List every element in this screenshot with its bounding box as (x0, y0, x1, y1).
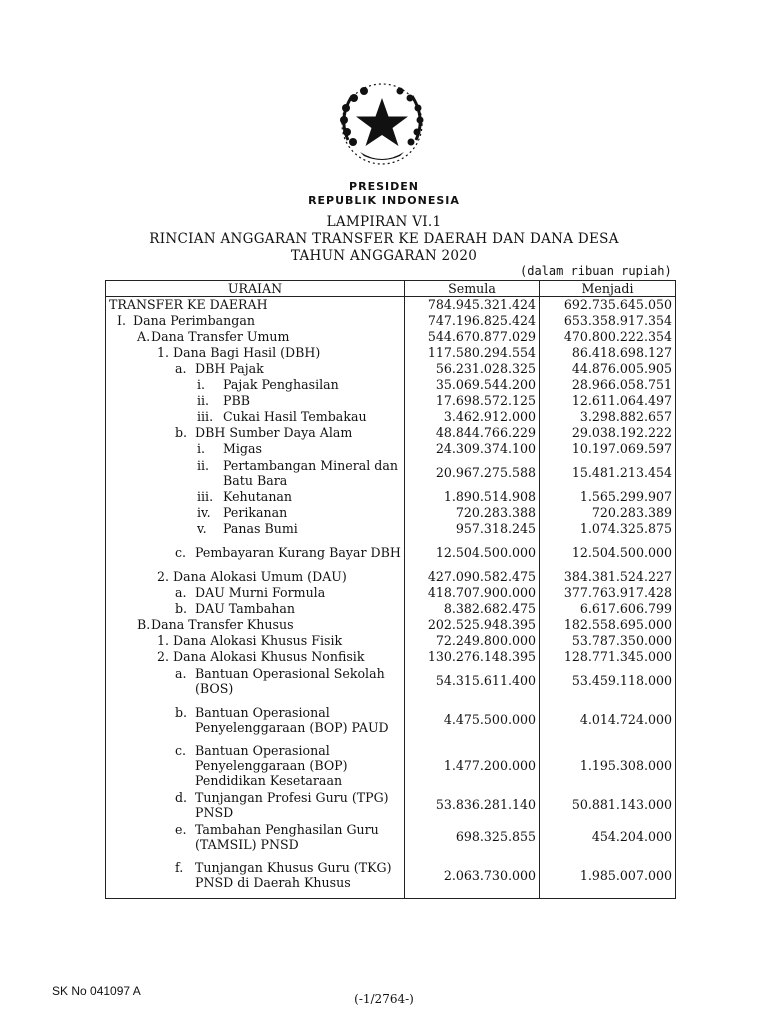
menjadi-value: 470.800.222.354 (540, 329, 676, 345)
row-marker: c. (175, 743, 187, 758)
fiscal-year: TAHUN ANGGARAN 2020 (290, 248, 478, 264)
row-marker: iv. (197, 505, 211, 520)
row-label-cell (106, 505, 405, 521)
unit-note: (dalam ribuan rupiah) (520, 264, 672, 278)
row-marker: b. (175, 425, 188, 440)
menjadi-value: 12.611.064.497 (540, 393, 676, 409)
menjadi-value: 377.763.917.428 (540, 585, 676, 601)
menjadi-value: 182.558.695.000 (540, 617, 676, 633)
row-label: TRANSFER KE DAERAH (109, 297, 268, 313)
semula-value: 48.844.766.229 (405, 425, 540, 441)
semula-value: 698.325.855 (405, 821, 540, 853)
table-row (106, 329, 676, 345)
row-label: Perikanan (223, 505, 288, 520)
menjadi-value: 1.565.299.907 (540, 489, 676, 505)
menjadi-value: 53.787.350.000 (540, 633, 676, 649)
semula-value: 4.475.500.000 (405, 697, 540, 743)
semula-value: 202.525.948.395 (405, 617, 540, 633)
row-label-cell (106, 649, 405, 665)
row-label: Kehutanan (223, 489, 293, 504)
row-label-cell (106, 853, 405, 899)
semula-value: 17.698.572.125 (405, 393, 540, 409)
row-label-cell (106, 425, 405, 441)
menjadi-value: 653.358.917.354 (540, 313, 676, 329)
menjadi-value: 10.197.069.597 (540, 441, 676, 457)
semula-value: 3.462.912.000 (405, 409, 540, 425)
semula-value: 130.276.148.395 (405, 649, 540, 665)
row-label: Cukai Hasil Tembakau (223, 409, 367, 424)
semula-value: 2.063.730.000 (405, 853, 540, 899)
menjadi-value: 692.735.645.050 (540, 297, 676, 313)
row-marker: 1. (157, 345, 170, 360)
row-marker: a. (175, 665, 187, 681)
semula-value: 418.707.900.000 (405, 585, 540, 601)
semula-value: 747.196.825.424 (405, 313, 540, 329)
row-label-cell (106, 697, 405, 743)
menjadi-value: 44.876.005.905 (540, 361, 676, 377)
page-number: (-1/2764-) (354, 992, 414, 1006)
row-marker: ii. (197, 457, 210, 473)
letterhead-subtitle: REPUBLIK INDONESIA (308, 194, 460, 207)
row-label: Tambahan Penghasilan Guru (TAMSIL) PNSD (195, 821, 379, 852)
table-row (106, 697, 676, 743)
menjadi-value: 1.074.325.875 (540, 521, 676, 537)
row-label-cell (106, 441, 405, 457)
semula-value: 53.836.281.140 (405, 789, 540, 821)
row-label-cell (106, 457, 405, 489)
table-row (106, 633, 676, 649)
menjadi-value: 128.771.345.000 (540, 649, 676, 665)
semula-value: 8.382.682.475 (405, 601, 540, 617)
menjadi-value: 53.459.118.000 (540, 665, 676, 697)
menjadi-value: 6.617.606.799 (540, 601, 676, 617)
table-row (106, 521, 676, 537)
row-label: DBH Pajak (195, 361, 264, 376)
row-marker: A. (137, 329, 151, 344)
menjadi-value: 4.014.724.000 (540, 697, 676, 743)
row-marker: b. (175, 704, 188, 720)
semula-value: 1.890.514.908 (405, 489, 540, 505)
table-row (106, 537, 676, 569)
table-row (106, 393, 676, 409)
row-label-cell (106, 377, 405, 393)
table-row (106, 313, 676, 329)
row-marker: i. (197, 377, 206, 392)
row-label-cell (106, 601, 405, 617)
row-marker: a. (175, 361, 187, 376)
row-marker: iii. (197, 409, 214, 424)
table-row (106, 649, 676, 665)
row-label-cell (106, 569, 405, 585)
row-label-cell (106, 521, 405, 537)
semula-value: 957.318.245 (405, 521, 540, 537)
table-row (106, 297, 676, 313)
menjadi-value: 28.966.058.751 (540, 377, 676, 393)
semula-value: 784.945.321.424 (405, 297, 540, 313)
row-label-cell (106, 489, 405, 505)
row-label: Dana Perimbangan (133, 313, 255, 328)
row-marker: ii. (197, 393, 210, 408)
row-marker: 2. (157, 649, 170, 664)
table-row (106, 489, 676, 505)
garuda-emblem-icon (330, 78, 434, 170)
row-marker: c. (175, 545, 187, 560)
table-row (106, 425, 676, 441)
row-label-cell (106, 345, 405, 361)
table-row (106, 441, 676, 457)
row-label-cell (106, 743, 405, 789)
table-row (106, 377, 676, 393)
row-marker: I. (117, 313, 126, 328)
menjadi-value: 384.381.524.227 (540, 569, 676, 585)
table-row (106, 789, 676, 821)
row-marker: d. (175, 789, 188, 805)
menjadi-value: 1.985.007.000 (540, 853, 676, 899)
budget-table (105, 280, 676, 899)
row-label: Pajak Penghasilan (223, 377, 339, 392)
letterhead-title: PRESIDEN (349, 180, 419, 193)
row-label-cell (106, 361, 405, 377)
row-label: Pertambangan Mineral dan Batu Bara (223, 457, 398, 488)
table-row (106, 361, 676, 377)
row-label-cell (106, 617, 405, 633)
table-row (106, 617, 676, 633)
table-row (106, 345, 676, 361)
row-label: Panas Bumi (223, 521, 298, 536)
table-row (106, 457, 676, 489)
semula-value: 12.504.500.000 (405, 537, 540, 569)
menjadi-value: 15.481.213.454 (540, 457, 676, 489)
row-label: PBB (223, 393, 250, 408)
semula-value: 427.090.582.475 (405, 569, 540, 585)
semula-value: 20.967.275.588 (405, 457, 540, 489)
row-label: Dana Transfer Khusus (151, 617, 294, 632)
row-label-cell (106, 821, 405, 853)
attachment-number: LAMPIRAN VI.1 (326, 214, 442, 230)
table-row (106, 409, 676, 425)
menjadi-value: 1.195.308.000 (540, 743, 676, 789)
document-code: SK No 041097 A (52, 984, 141, 998)
row-label: DAU Tambahan (195, 601, 295, 616)
table-row (106, 743, 676, 789)
menjadi-value: 86.418.698.127 (540, 345, 676, 361)
row-label-cell (106, 585, 405, 601)
row-marker: v. (197, 521, 207, 536)
row-label: Dana Alokasi Khusus Nonfisik (173, 649, 365, 664)
row-label: DBH Sumber Daya Alam (195, 425, 353, 440)
semula-value: 35.069.544.200 (405, 377, 540, 393)
menjadi-value: 12.504.500.000 (540, 537, 676, 569)
table-row (106, 821, 676, 853)
semula-value: 720.283.388 (405, 505, 540, 521)
row-marker: 2. (157, 569, 170, 584)
row-marker: 1. (157, 633, 170, 648)
column-header-semula: Semula (405, 281, 540, 297)
row-marker: iii. (197, 489, 214, 504)
semula-value: 1.477.200.000 (405, 743, 540, 789)
table-row (106, 853, 676, 899)
row-marker: a. (175, 585, 187, 600)
table-row (106, 505, 676, 521)
row-label-cell (106, 329, 405, 345)
row-label-cell (106, 789, 405, 821)
row-label: Bantuan Operasional Sekolah (BOS) (195, 665, 385, 696)
row-label: Tunjangan Khusus Guru (TKG) PNSD di Daerah Khusus (195, 860, 392, 891)
semula-value: 117.580.294.554 (405, 345, 540, 361)
table-row (106, 569, 676, 585)
row-marker: B. (137, 617, 151, 632)
row-label-cell (106, 665, 405, 697)
semula-value: 544.670.877.029 (405, 329, 540, 345)
row-label-cell (106, 297, 405, 313)
row-label: Tunjangan Profesi Guru (TPG) PNSD (195, 789, 389, 820)
table-row (106, 601, 676, 617)
table-header-row (106, 281, 676, 297)
row-label: DAU Murni Formula (195, 585, 326, 600)
row-label: Dana Alokasi Umum (DAU) (173, 569, 347, 584)
menjadi-value: 720.283.389 (540, 505, 676, 521)
row-label: Dana Bagi Hasil (DBH) (173, 345, 321, 360)
row-label-cell (106, 393, 405, 409)
row-label: Dana Transfer Umum (151, 329, 290, 344)
document-title: RINCIAN ANGGARAN TRANSFER KE DAERAH DAN DANA DESA (149, 231, 619, 247)
menjadi-value: 3.298.882.657 (540, 409, 676, 425)
row-marker: i. (197, 441, 206, 456)
row-label: Bantuan Operasional Penyelenggaraan (BOP) Pendidikan Kesetaraan (195, 743, 348, 788)
row-marker: e. (175, 821, 187, 837)
row-label-cell (106, 537, 405, 569)
menjadi-value: 454.204.000 (540, 821, 676, 853)
semula-value: 24.309.374.100 (405, 441, 540, 457)
row-label-cell (106, 409, 405, 425)
row-label: Migas (223, 441, 262, 456)
row-marker: f. (175, 860, 184, 876)
column-header-menjadi: Menjadi (540, 281, 676, 297)
semula-value: 54.315.611.400 (405, 665, 540, 697)
menjadi-value: 50.881.143.000 (540, 789, 676, 821)
menjadi-value: 29.038.192.222 (540, 425, 676, 441)
row-label: Pembayaran Kurang Bayar DBH (195, 545, 401, 560)
row-label: Dana Alokasi Khusus Fisik (173, 633, 343, 648)
column-header-uraian: URAIAN (106, 281, 405, 297)
row-label: Bantuan Operasional Penyelenggaraan (BOP) PAUD (195, 704, 389, 735)
table-row (106, 665, 676, 697)
semula-value: 72.249.800.000 (405, 633, 540, 649)
table-row (106, 585, 676, 601)
semula-value: 56.231.028.325 (405, 361, 540, 377)
row-label-cell (106, 633, 405, 649)
row-marker: b. (175, 601, 188, 616)
row-label-cell (106, 313, 405, 329)
